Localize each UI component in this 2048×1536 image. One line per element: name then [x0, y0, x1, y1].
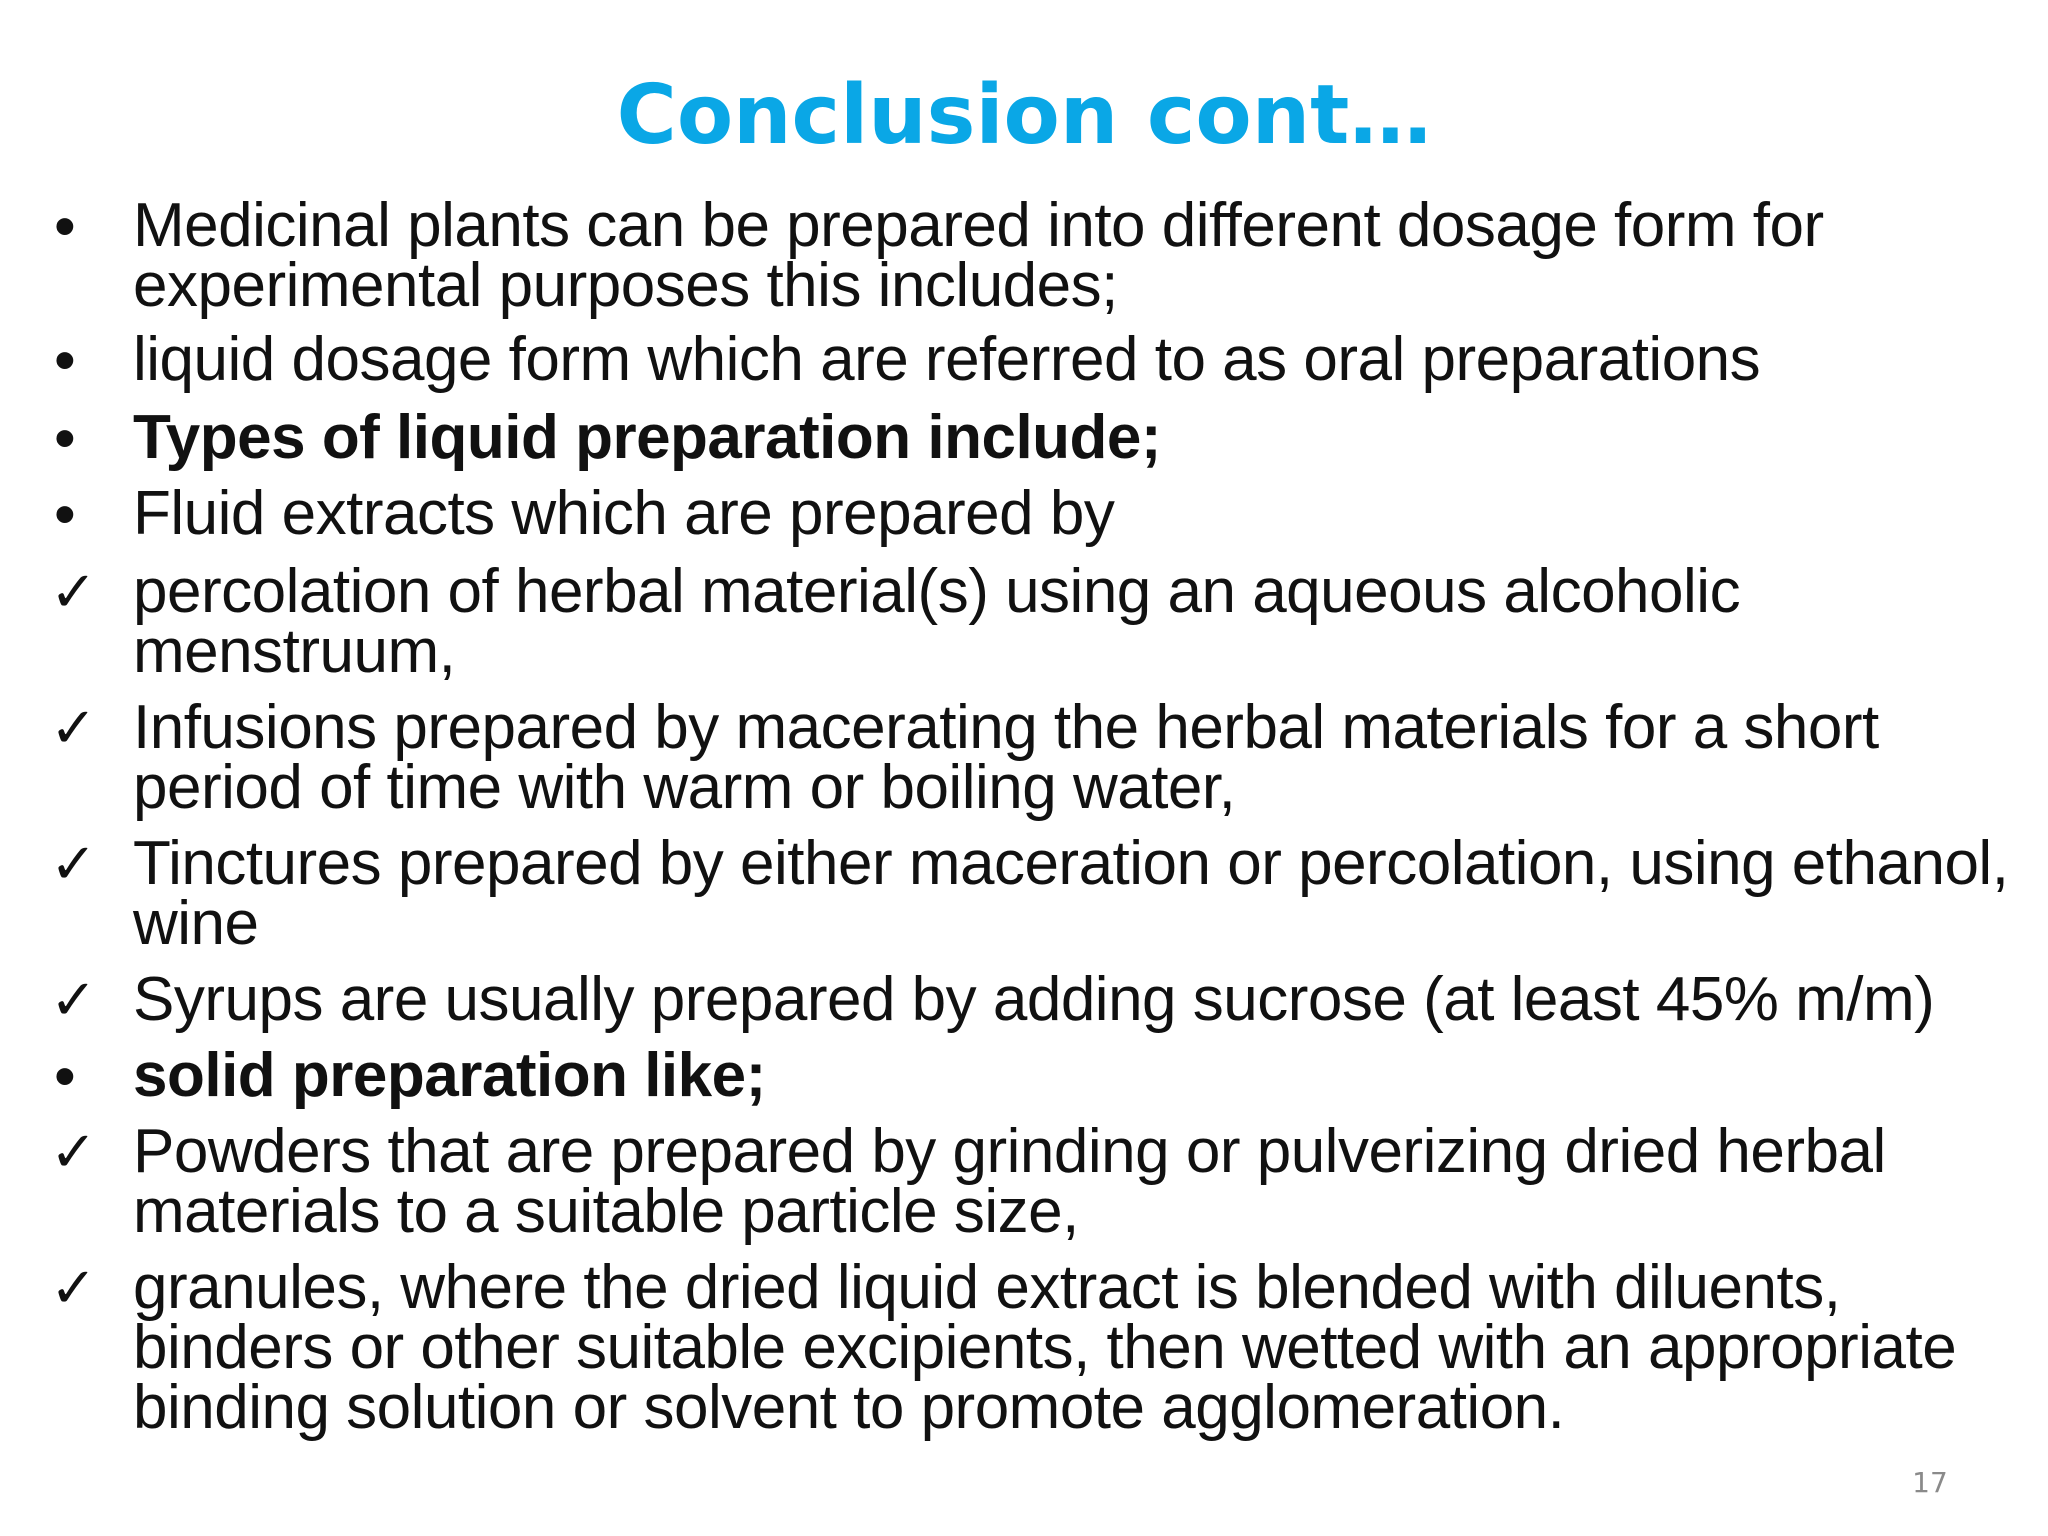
checkmark-icon: ✓	[50, 696, 97, 761]
checkmark-icon: ✓	[50, 1256, 97, 1321]
list-item-text: Types of liquid preparation include;	[133, 403, 1162, 472]
checkmark-icon: ✓	[50, 968, 97, 1033]
list-item-text: Fluid extracts which are prepared by	[133, 479, 1115, 548]
list-item-text: Powders that are prepared by grinding or pulverizing dried herbal materials to a suitable particle size,	[133, 1117, 1886, 1246]
list-item-text: Syrups are usually prepared by adding sucrose (at least 45% m/m)	[133, 965, 1935, 1034]
bullet-icon: •	[54, 192, 76, 261]
list-item-text: liquid dosage form which are referred to as oral preparations	[133, 325, 1761, 394]
list-item-text: percolation of herbal material(s) using an aqueous alcoholic menstruum,	[133, 557, 1741, 686]
list-item-text: Medicinal plants can be prepared into different dosage form for experimental purposes this includes;	[133, 191, 1824, 320]
slide-title: Conclusion cont…	[616, 68, 1432, 163]
bullet-icon: •	[54, 404, 76, 473]
checkmark-icon: ✓	[50, 560, 97, 625]
page-number: 17	[1912, 1466, 1948, 1499]
checkmark-icon: ✓	[50, 832, 97, 897]
list-item-text: solid preparation like;	[133, 1041, 766, 1110]
bullet-icon: •	[54, 480, 76, 549]
bullet-icon: •	[54, 1042, 76, 1111]
bullet-icon: •	[54, 326, 76, 395]
checkmark-icon: ✓	[50, 1120, 97, 1185]
list-item-text: Infusions prepared by macerating the herbal materials for a short period of time with warm or boiling water,	[133, 693, 1879, 822]
list-item-text: granules, where the dried liquid extract is blended with diluents, binders or other suitable excipients, then wetted with an appropriate binding solution or solvent to promote agglomeration.	[133, 1253, 1957, 1442]
list-item-text: Tinctures prepared by either maceration or percolation, using ethanol, wine	[133, 829, 2009, 958]
